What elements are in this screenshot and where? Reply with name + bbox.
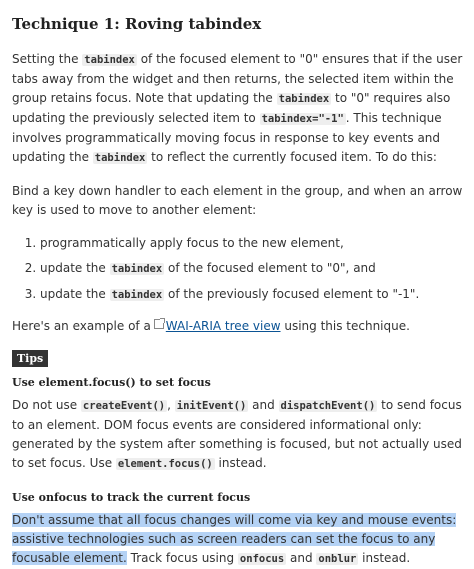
code-tabindex-minus-one: tabindex="-1" [261, 113, 344, 125]
example-paragraph: Here's an example of a WAI-ARIA tree view using this technique. [12, 319, 410, 333]
steps-list [12, 234, 464, 305]
article-content [12, 0, 464, 569]
tip2-paragraph: Don't assume that all focus changes will come via key and mouse events: assistive technologies such as screen readers can set the focus to any focusable element. Track focus using onfocus and onblur instead. [12, 513, 457, 565]
code-create-event: createEvent() [82, 400, 166, 412]
code-tabindex: tabindex [111, 263, 163, 275]
highlighted-text-selection[interactable]: Don't assume that all focus changes will come via key and mouse events: assistive technologies such as screen readers can set the focus to any focusable element. [12, 513, 457, 565]
tips-badge: Tips [12, 350, 48, 367]
code-dispatch-event: dispatchEvent() [280, 400, 376, 412]
code-tabindex: tabindex [94, 152, 146, 164]
section-title: Technique 1: Roving tabindex [12, 15, 262, 33]
wai-aria-tree-view-link[interactable]: WAI-ARIA tree view [165, 319, 281, 333]
code-element-focus: element.focus() [117, 458, 213, 470]
tip2-heading: Use onfocus to track the current focus [12, 491, 251, 504]
tip1-heading: Use element.focus() to set focus [12, 376, 211, 389]
intro-paragraph: Setting the tabindex of the focused element to "0" ensures that if the user tabs away from the widget and then returns, the selected item within the group retains focus. Note that updating the tabindex to "0" requires also updating the previously selected item to tabindex="-1" . This technique involves programmatically moving focus in response to key events and updating the tabindex to reflect the currently focused item. To do this: [12, 52, 463, 164]
list-item: 1. programmatically apply focus to the new element, [40, 234, 464, 253]
code-tabindex: tabindex [111, 289, 163, 301]
code-onblur: onblur [318, 553, 357, 565]
list-item: 3. update the tabindex of the previously focused element to "-1". [40, 285, 464, 305]
tip1-paragraph: Do not use createEvent() , initEvent() and dispatchEvent() to send focus to an element. DOM focus events are considered informational only: generated by the system after something is focused, but not actually used to set focus. Use element.focus() instead. [12, 398, 462, 470]
list-item: 2. update the tabindex of the focused element to "0", and [40, 259, 464, 279]
code-tabindex: tabindex [84, 54, 135, 66]
external-link-icon [154, 319, 164, 329]
handler-paragraph: Bind a key down handler to each element in the group, and when an arrow key is used to move to another element: [12, 184, 463, 217]
code-tabindex: tabindex [278, 93, 330, 105]
code-onfocus: onfocus [239, 553, 285, 565]
code-init-event: initEvent() [176, 400, 247, 412]
